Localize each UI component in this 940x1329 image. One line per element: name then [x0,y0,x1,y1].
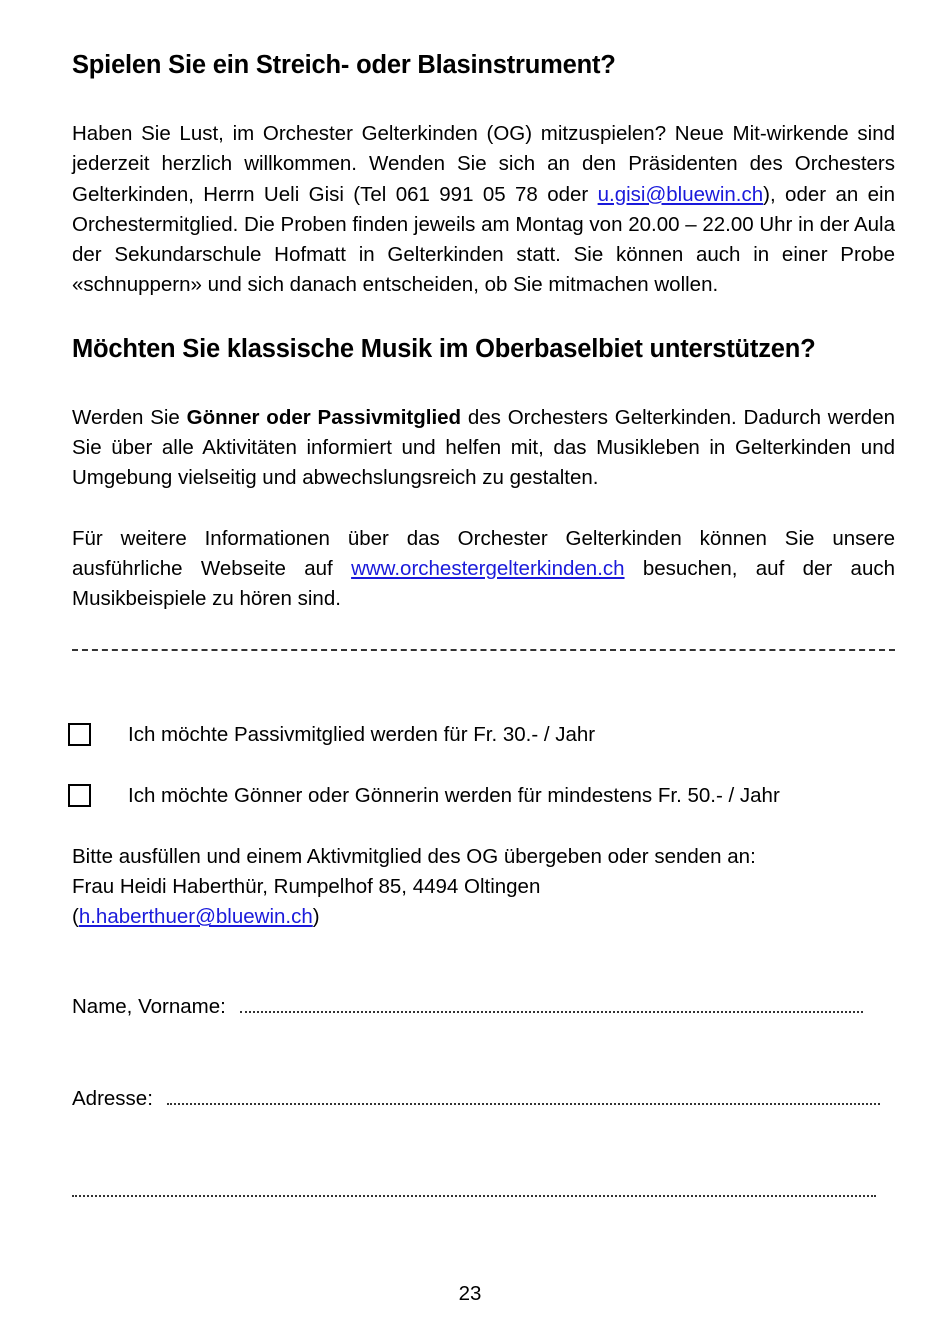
page-content [72,48,895,1206]
email-link-haberthuer[interactable]: h.haberthuer@bluewin.ch [78,905,313,929]
send-instructions [72,842,895,933]
name-field-row [72,992,895,1022]
checkbox-goenner[interactable] [68,784,91,807]
send-close-paren: ) [312,905,320,929]
patron-bold-text: Gönner oder Passivmitglied [186,405,462,429]
address-input-line[interactable] [167,1089,880,1105]
email-link-gisi[interactable]: u.gisi@bluewin.ch [597,182,764,206]
send-open-paren: ( [72,905,79,929]
send-line-1: Bitte ausfüllen und einem Aktivmitglied des OG übergeben oder senden an: [72,844,756,868]
address-field-label: Adresse: [72,1087,153,1111]
option-goenner-row [72,784,895,814]
heading-play-instrument: Spielen Sie ein Streich- oder Blasinstrument? [72,51,616,79]
address-input-line-2[interactable] [72,1181,876,1197]
send-line-2: Frau Heidi Haberthür, Rumpelhof 85, 4494 Oltingen [72,874,541,898]
checkbox-passivmitglied[interactable] [68,723,91,746]
paragraph-patron [72,403,895,494]
option-goenner-label: Ich möchte Gönner oder Gönnerin werden für mindestens Fr. 50.- / Jahr [128,783,780,807]
paragraph-join-text-a: Haben Sie Lust, im Orchester Gelterkinden (OG) mitzuspielen? Neue Mit-wirkende sind jederzeit herzlich willkommen. Wenden Sie sich an den Präsidenten des Orchesters Gelterkinden, Herrn Ueli Gisi (Tel 061 991 05 78 oder [72,122,895,206]
cut-line-divider [72,649,895,651]
option-passiv-label: Ich möchte Passivmitglied werden für Fr. 30.- / Jahr [128,722,596,746]
name-field-label: Name, Vorname: [72,995,226,1019]
paragraph-patron-text-a: Werden Sie [72,405,187,429]
heading-support-music: Möchten Sie klassische Musik im Oberbaselbiet unterstützen? [72,334,816,363]
website-link[interactable]: www.orchestergelterkinden.ch [351,556,625,580]
paragraph-website-text-a: Für weitere Informationen über das Orchester Gelterkinden können Sie unsere ausführliche Webseite auf [72,526,895,580]
option-passiv-row [72,723,895,753]
address-field-row [72,1084,895,1114]
paragraph-website-text-b: besuchen, auf der auch Musikbeispiele zu hören sind. [72,556,895,611]
name-input-line[interactable] [240,997,863,1013]
address-line-2-row [72,1176,895,1206]
paragraph-join-orchestra [72,119,895,301]
paragraph-patron-text-b: des Orchesters Gelterkinden. Dadurch werden Sie über alle Aktivitäten informiert und helfen mit, das Musikleben in Gelterkinden und Umgebung vielseitig und abwechslungsreich zu gestalten. [72,405,895,490]
paragraph-join-text-b: ), oder an ein Orchestermitglied. Die Proben finden jeweils am Montag von 20.00 – 22.00 Uhr in der Aula der Sekundarschule Hofmatt in Gelterkinden statt. Sie können auch in einer Probe «schnuppern» und sich danach entscheiden, ob Sie mitmachen wollen. [72,182,895,297]
paragraph-website [72,524,895,615]
page-number: 23 [458,1282,482,1305]
